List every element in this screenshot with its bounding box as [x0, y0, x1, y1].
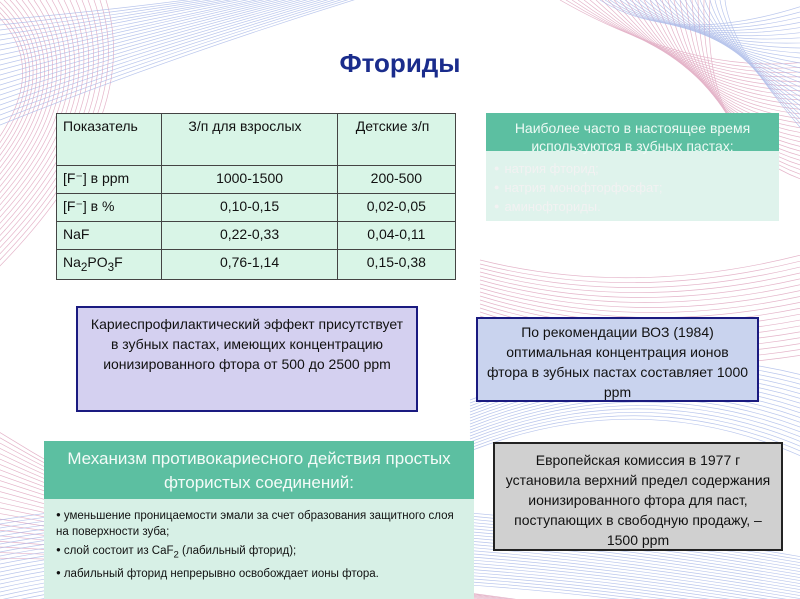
european-commission-box: Европейская комиссия в 1977 г установила верхний предел содержания ионизированного фтора для паст, поступающих в свободную продажу, – 1500 ppm: [493, 442, 783, 551]
list-item-text: уменьшение проницаемости эмали за счет образования защитного слоя на поверхности зуба;: [56, 510, 454, 538]
list-item: [494, 159, 771, 178]
table-row: [57, 194, 456, 222]
list-item: [56, 542, 466, 563]
table-row: [57, 250, 456, 280]
formula-part: Na: [63, 254, 81, 270]
formula-part: PO: [87, 254, 108, 270]
fluoride-concentration-table: [56, 113, 456, 280]
mechanism-panel: [44, 441, 474, 599]
adult-value: 0,10-0,15: [162, 194, 337, 222]
list-item-text: аминофториды.: [504, 199, 601, 214]
column-header-children: Детские з/п: [337, 114, 455, 166]
child-value: 0,04-0,11: [337, 222, 455, 250]
column-header-indicator: Показатель: [57, 114, 162, 166]
child-value: 0,15-0,38: [337, 250, 455, 280]
list-item: [56, 507, 466, 540]
table-row: [57, 166, 456, 194]
column-header-adult: З/п для взрослых: [162, 114, 337, 166]
formula-subscript: 3: [107, 260, 115, 274]
list-item-text: лабильный фторид непрерывно освобождает ионы фтора.: [63, 568, 379, 581]
mechanism-header: Механизм противокариесного действия простых фтористых соединений:: [44, 441, 474, 499]
table-header-row: [57, 114, 456, 166]
row-label: [F⁻] в %: [57, 194, 162, 222]
formula-part: F: [114, 254, 123, 270]
list-item: [494, 197, 771, 216]
adult-value: 0,76-1,14: [162, 250, 337, 280]
table-row: [57, 222, 456, 250]
slide-title: Фториды: [339, 48, 461, 78]
list-item-text: натрия фторид;: [504, 161, 599, 176]
row-label: [57, 250, 162, 280]
list-item-text: слой состоит из CaF: [63, 545, 174, 557]
bullet-icon: ●: [56, 510, 61, 519]
row-label: [F⁻] в ppm: [57, 166, 162, 194]
adult-value: 0,22-0,33: [162, 222, 337, 250]
adult-value: 1000-1500: [162, 166, 337, 194]
formula-subscript: 2: [173, 549, 179, 561]
caries-prevention-box: Кариеспрофилактический эффект присутствует в зубных пастах, имеющих концентрацию ионизированного фтора от 500 до 2500 ppm: [76, 306, 418, 412]
bullet-icon: ●: [56, 545, 61, 554]
list-item-text: (лабильный фторид);: [178, 545, 297, 557]
bullet-icon: ●: [494, 201, 500, 211]
list-item: [56, 565, 466, 582]
row-label: NaF: [57, 222, 162, 250]
bullet-icon: ●: [494, 163, 500, 173]
common-ingredients-panel: [486, 113, 779, 231]
child-value: 200-500: [337, 166, 455, 194]
who-recommendation-box: По рекомендации ВОЗ (1984) оптимальная концентрация ионов фтора в зубных пастах составляет 1000 ppm: [476, 317, 759, 402]
child-value: 0,02-0,05: [337, 194, 455, 222]
formula-subscript: 2: [80, 260, 88, 274]
list-item: [494, 178, 771, 197]
bullet-icon: ●: [494, 182, 500, 192]
common-ingredients-header: Наиболее часто в настоящее время используются в зубных пастах:: [486, 113, 779, 151]
mechanism-list: [44, 499, 474, 599]
list-item-text: натрия монофторфосфат;: [504, 180, 663, 195]
common-ingredients-list: [486, 151, 779, 221]
bullet-icon: ●: [56, 568, 61, 578]
